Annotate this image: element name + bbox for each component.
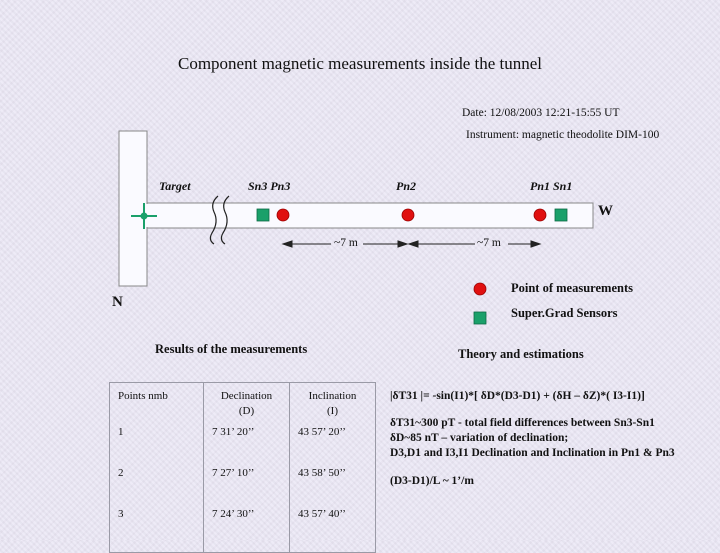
results-table [109,382,376,553]
table-row [110,457,376,498]
point-pn2 [402,209,414,221]
table-header-row [110,383,376,426]
distance-label-2: ~7 m [477,237,501,249]
table-row [110,498,376,553]
results-title: Results of the measurements [155,342,308,356]
distance-label-1: ~7 m [334,237,358,249]
point-pn1 [534,209,546,221]
legend-point-symbol [474,283,486,295]
table-row [110,425,376,457]
cell-inclination: 43 57’ 40’’ [290,498,376,553]
header-declination: Declination (D) [204,383,290,426]
pn1-sn1-label: Pn1 Sn1 [530,179,573,193]
pn2-label: Pn2 [396,179,417,193]
legend-sensor-label: Super.Grad Sensors [511,306,618,320]
sensor-sn1 [555,209,567,221]
theory-formula: |δT31 |= -sin(I1)*[ δD*(D3-D1) + (δH – δZ)*( I3-I1)] [390,390,645,402]
cell-inclination: 43 58’ 50’’ [290,457,376,498]
point-pn3 [277,209,289,221]
theory-line-1: δT31~300 pT - total field differences between Sn3-Sn1 [390,417,655,429]
theory-title: Theory and estimations [458,347,584,361]
legend-point-label: Point of measurements [511,281,633,295]
theory-block [390,389,675,489]
target-label: Target [159,179,191,193]
instrument-text: Instrument: magnetic theodolite DIM-100 [466,129,660,141]
header-inclination: Inclination (I) [290,383,376,426]
cell-declination: 7 24’ 30’’ [204,498,290,553]
west-label: W [598,203,613,219]
distance-arrow-2 [409,241,540,247]
cell-point: 1 [110,425,204,457]
cell-point: 3 [110,498,204,553]
sn3-pn3-label: Sn3 Pn3 [248,179,291,193]
north-label: N [112,294,123,310]
sensor-sn3 [257,209,269,221]
header-points: Points nmb [110,383,204,426]
theory-line-2: δD~85 nT – variation of declination; [390,432,569,444]
theory-line-3: D3,D1 and I3,I1 Declination and Inclination in Pn1 & Pn3 [390,447,675,459]
cell-declination: 7 31’ 20’’ [204,425,290,457]
theory-line-4: (D3-D1)/L ~ 1’/m [390,475,474,487]
page-title: Component magnetic measurements inside the tunnel [178,54,542,73]
date-text: Date: 12/08/2003 12:21-15:55 UT [462,107,620,119]
legend-sensor-symbol [474,312,486,324]
vertical-tunnel [119,131,147,286]
cell-point: 2 [110,457,204,498]
cell-inclination: 43 57’ 20’’ [290,425,376,457]
horizontal-tunnel [147,203,593,228]
cell-declination: 7 27’ 10’’ [204,457,290,498]
